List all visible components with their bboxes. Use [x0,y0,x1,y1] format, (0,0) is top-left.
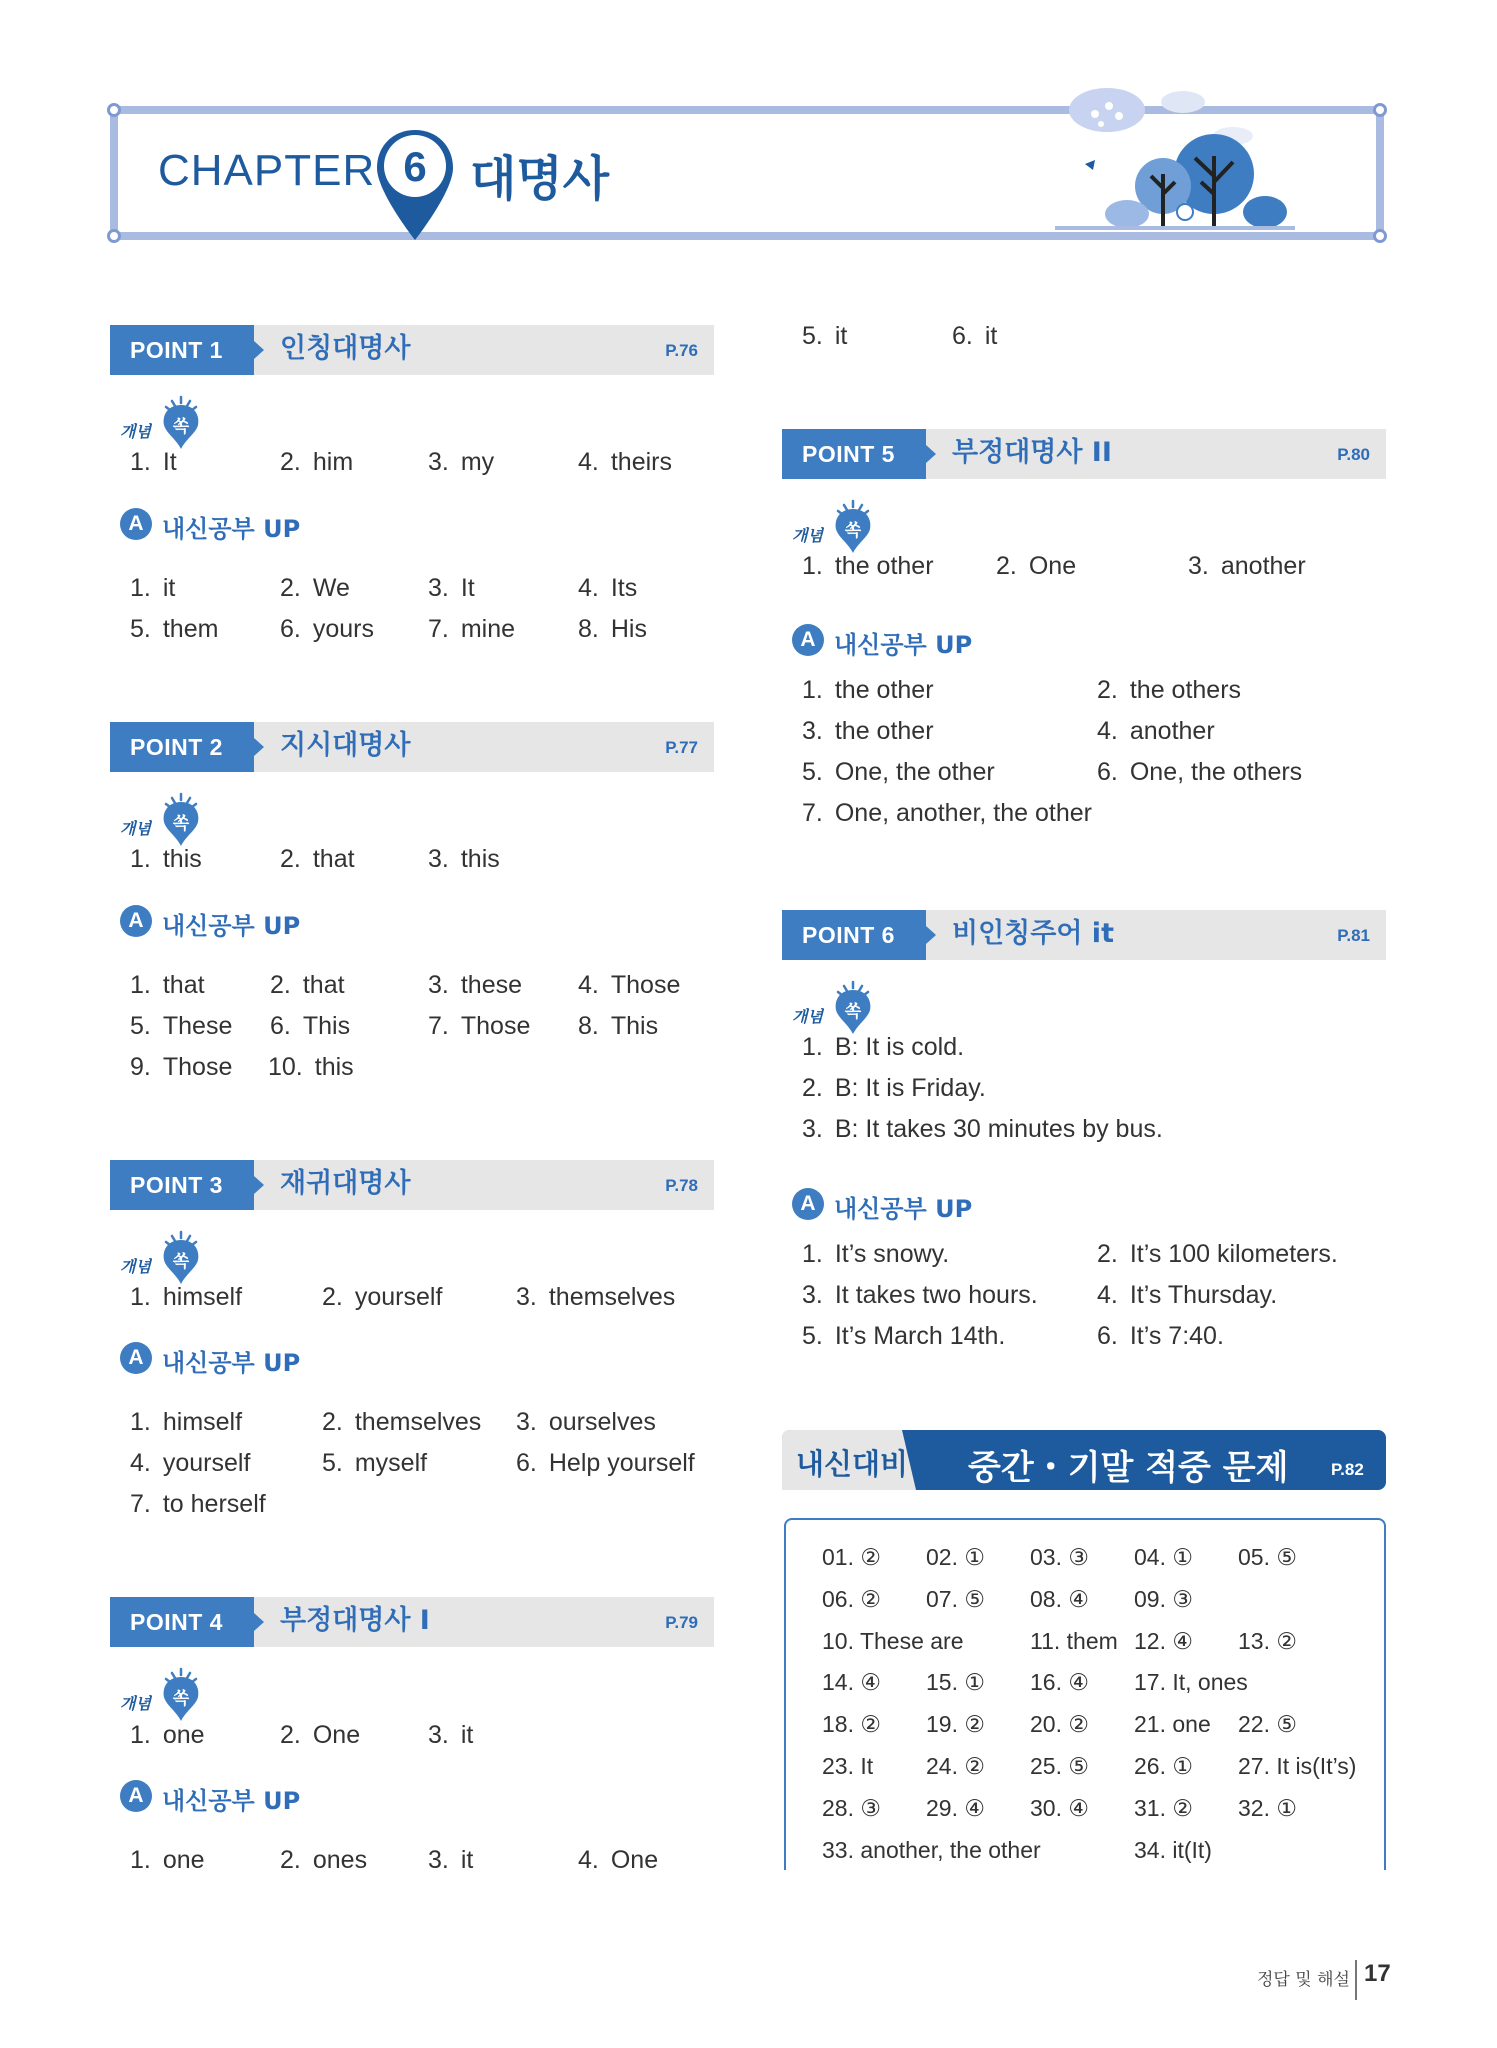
map-pin-icon [373,126,457,244]
answer-number: 2. [802,1074,823,1102]
concept-glyph: 쏙 [172,417,190,437]
concept-glyph: 쏙 [844,1002,862,1022]
naesin-letter-badge: A [120,508,152,540]
exam-answer-item: 01. ② [822,1544,881,1570]
answer-text: One, another, the other [834,799,1092,827]
answer-item [428,1846,473,1875]
answer-number: 4. [1097,717,1118,745]
answer-item [270,971,345,1000]
concept-glyph: 쏙 [172,1689,190,1709]
answer-item [130,1449,250,1478]
answer-text: mine [460,615,516,643]
exam-answer-item: 22. ⑤ [1238,1711,1297,1738]
answer-item [802,717,934,746]
answer-item [130,971,205,1000]
answer-text: the other [834,552,934,580]
exam-answer-item: 30. ④ [1030,1794,1089,1821]
answer-item [280,1846,367,1875]
exam-answer-item: 17. It, ones [1134,1669,1248,1696]
exam-title: 중간・기말 적중 문제 [968,1448,1289,1488]
answer-text: B: It takes 30 minutes by bus. [834,1115,1163,1143]
answer-text: that [302,971,345,999]
answer-number: 2. [322,1408,343,1436]
answer-text: Its [610,574,638,602]
answer-number: 7. [802,799,823,827]
banner-corner [1373,103,1387,117]
answer-item [130,615,218,644]
exam-answer-item: 02. ① [926,1544,985,1570]
answer-text: myself [354,1449,428,1477]
answer-item [268,1053,354,1082]
exam-answer-item: 06. ② [822,1585,881,1612]
answer-number: 3. [428,574,449,602]
lightbulb-icon [158,1230,204,1286]
point-header [110,1597,714,1647]
answer-text: It takes two hours. [834,1281,1038,1309]
answer-number: 1. [130,845,151,873]
chapter-label: CHAPTER [158,146,376,195]
answer-text: this [314,1053,354,1081]
answer-number: 10. [268,1053,303,1081]
answer-text: yours [312,615,374,643]
answer-item [802,758,995,787]
exam-answer-item: 07. ⑤ [926,1585,985,1612]
answer-item [578,574,637,603]
answer-number: 2. [280,1846,301,1874]
answer-item [802,1033,964,1062]
exam-answer-item: 20. ② [1030,1711,1089,1738]
point-page: P.77 [665,738,698,757]
exam-answer-item: 18. ② [822,1711,881,1738]
answer-item [280,448,353,477]
answer-number: 1. [130,1408,151,1436]
answer-item [428,1721,473,1750]
answer-number: 6. [1097,758,1118,786]
answer-text: This [610,1012,659,1040]
answer-text: it [460,1846,474,1874]
point-label: POINT 2 [110,722,254,772]
naesin-title: 내신공부 UP [162,515,301,543]
point-title: 부정대명사 II [952,437,1112,468]
answer-text: another [1129,717,1215,745]
answer-number: 7. [428,1012,449,1040]
answer-text: one [162,1721,205,1749]
naesin-letter-badge: A [120,1780,152,1812]
point-header [110,325,714,375]
answer-number: 6. [1097,1322,1118,1350]
point-page: P.80 [1337,445,1370,464]
answer-item [578,1012,658,1041]
point-title: 재귀대명사 [280,1168,411,1199]
banner-corner [107,229,121,243]
answer-number: 2. [322,1283,343,1311]
answer-item [578,615,647,644]
answer-number: 2. [280,574,301,602]
point-header [782,429,1386,479]
exam-answer-item: 32. ① [1238,1794,1297,1821]
answer-number: 1. [130,971,151,999]
page-number: 17 [1364,1960,1391,1987]
answer-text: Help yourself [548,1449,695,1477]
answer-text: it [162,574,176,602]
answer-item [516,1408,656,1437]
answer-text: it [834,322,848,350]
answer-item [578,448,672,477]
exam-answer-item: 03. ③ [1030,1544,1089,1570]
answer-item [1097,1240,1338,1269]
answer-text: another [1220,552,1306,580]
answer-item [802,1115,1163,1144]
point-title: 지시대명사 [280,730,411,761]
answer-item [802,552,934,581]
exam-answer-item: 15. ① [926,1669,985,1696]
exam-answer-item: 31. ② [1134,1794,1193,1821]
answer-number: 2. [1097,676,1118,704]
answer-item [1097,1322,1224,1351]
answer-text: himself [162,1283,243,1311]
concept-badge [792,499,882,555]
point-page: P.81 [1337,926,1370,945]
answer-number: 3. [428,1846,449,1874]
answer-item [280,615,374,644]
answer-item [952,322,997,351]
banner-corner [1373,229,1387,243]
concept-badge [792,980,882,1036]
answer-number: 7. [130,1490,151,1518]
exam-tag: 내신대비 [796,1447,909,1481]
naesin-title: 내신공부 UP [162,912,301,940]
answer-number: 1. [802,552,823,580]
answer-text: yourself [354,1283,443,1311]
point-header [110,722,714,772]
answer-item [428,574,475,603]
exam-page: P.82 [1331,1460,1364,1479]
concept-badge [120,1230,210,1286]
answer-number: 2. [1097,1240,1118,1268]
exam-answer-item: 08. ④ [1030,1585,1089,1612]
footer-label: 정답 및 해설 [1257,1970,1350,1990]
exam-answer-item: 27. It is(It’s) [1238,1753,1357,1779]
answer-item [130,1283,242,1312]
answer-text: theirs [610,448,672,476]
answer-text: my [460,448,495,476]
point-header [110,1160,714,1210]
answer-number: 4. [578,971,599,999]
answer-number: 1. [802,1240,823,1268]
answer-text: that [162,971,205,999]
lightbulb-icon [158,1667,204,1723]
lightbulb-icon [158,395,204,451]
answer-text: B: It is cold. [834,1033,965,1061]
exam-answer-item: 05. ⑤ [1238,1544,1297,1570]
trees-illustration-icon [1055,84,1315,230]
answer-number: 3. [428,448,449,476]
answer-item [428,971,522,1000]
answer-text: One [312,1721,361,1749]
exam-answer-item: 34. it(It) [1134,1836,1212,1863]
answer-number: 9. [130,1053,151,1081]
exam-answer-item: 33. another, the other [822,1836,1041,1863]
exam-answer-item: 25. ⑤ [1030,1753,1089,1779]
chapter-number: 6 [403,143,427,190]
answer-item [1188,552,1306,581]
answer-text: him [312,448,354,476]
naesin-title: 내신공부 UP [162,1787,301,1815]
point-title: 비인칭주어 it [952,918,1114,949]
exam-answer-item: 21. one [1134,1711,1211,1738]
answer-number: 5. [322,1449,343,1477]
answer-item [280,845,355,874]
answer-text: it [460,1721,474,1749]
answer-text: Those [460,1012,531,1040]
answer-text: these [460,971,523,999]
answer-item [802,1322,1005,1351]
answer-item [1097,758,1302,787]
answer-item [516,1449,695,1478]
answer-number: 1. [802,1033,823,1061]
answer-number: 4. [578,448,599,476]
exam-answer-item: 24. ② [926,1753,985,1779]
concept-prefix: 개념 [792,526,823,545]
answer-text: this [162,845,202,873]
lightbulb-icon [830,980,876,1036]
answer-number: 2. [280,845,301,873]
answer-item [802,1281,1038,1310]
answer-text: Those [610,971,681,999]
naesin-letter-badge: A [120,905,152,937]
answer-text: We [312,574,350,602]
answer-item [578,1846,658,1875]
answer-item [428,615,515,644]
answer-text: It’s 100 kilometers. [1129,1240,1338,1268]
point-title: 인칭대명사 [280,333,411,364]
answer-item [130,448,177,477]
answer-item [1097,676,1241,705]
answer-item [322,1283,442,1312]
answer-text: that [312,845,355,873]
concept-badge [120,395,210,451]
point-label: POINT 6 [782,910,926,960]
answer-text: themselves [548,1283,676,1311]
answer-number: 2. [280,448,301,476]
answer-number: 6. [516,1449,537,1477]
answer-number: 3. [428,1721,449,1749]
point-page: P.78 [665,1176,698,1195]
concept-badge [120,792,210,848]
point-label: POINT 3 [110,1160,254,1210]
answer-text: One, the others [1129,758,1303,786]
answer-item [130,1408,242,1437]
answer-text: one [162,1846,205,1874]
answer-item [130,1721,205,1750]
exam-answer-item: 29. ④ [926,1794,985,1821]
answer-text: this [460,845,500,873]
answer-text: These [162,1012,233,1040]
answer-number: 4. [578,1846,599,1874]
answer-number: 2. [996,552,1017,580]
point-label: POINT 4 [110,1597,254,1647]
answer-item [130,1053,232,1082]
point-label: POINT 1 [110,325,254,375]
answer-number: 3. [428,845,449,873]
exam-answer-box [784,1518,1386,1870]
concept-prefix: 개념 [120,1257,151,1276]
answer-item [322,1449,427,1478]
answer-number: 5. [802,1322,823,1350]
answer-text: B: It is Friday. [834,1074,986,1102]
answer-number: 3. [516,1283,537,1311]
answer-number: 1. [802,676,823,704]
answer-number: 3. [516,1408,537,1436]
answer-item [428,448,494,477]
answer-number: 5. [130,615,151,643]
answer-number: 8. [578,615,599,643]
exam-answer-item: 12. ④ [1134,1627,1193,1654]
naesin-letter-badge: A [792,624,824,656]
answer-text: It’s 7:40. [1129,1322,1224,1350]
answer-text: One, the other [834,758,995,786]
answer-item [322,1408,481,1437]
answer-number: 3. [1188,552,1209,580]
answer-number: 1. [130,574,151,602]
answer-number: 8. [578,1012,599,1040]
answer-number: 4. [1097,1281,1118,1309]
exam-answer-item: 04. ① [1134,1544,1193,1570]
exam-answer-item: 26. ① [1134,1753,1193,1779]
answer-number: 5. [802,322,823,350]
answer-text: It’s snowy. [834,1240,950,1268]
concept-prefix: 개념 [120,422,151,441]
answer-text: Those [162,1053,233,1081]
answer-item [802,799,1092,828]
answer-text: the other [834,717,934,745]
naesin-title: 내신공부 UP [834,631,973,659]
exam-answer-item: 16. ④ [1030,1669,1089,1696]
lightbulb-icon [158,792,204,848]
answer-text: the others [1129,676,1242,704]
answer-item [516,1283,675,1312]
answer-text: It’s March 14th. [834,1322,1006,1350]
concept-glyph: 쏙 [844,521,862,541]
answer-item [130,845,202,874]
answer-number: 3. [802,1115,823,1143]
concept-glyph: 쏙 [172,814,190,834]
concept-prefix: 개념 [120,1694,151,1713]
answer-item [1097,717,1215,746]
answer-number: 2. [280,1721,301,1749]
answer-item [996,552,1076,581]
point-page: P.76 [665,341,698,360]
answer-item [270,1012,350,1041]
answer-text: It [162,448,177,476]
exam-answer-item: 11. them [1030,1627,1118,1654]
answer-item [130,574,175,603]
answer-number: 1. [130,1283,151,1311]
answer-number: 6. [280,615,301,643]
answer-text: yourself [162,1449,251,1477]
point-label: POINT 5 [782,429,926,479]
chapter-title: 대명사 [470,151,610,207]
banner-corner [107,103,121,117]
point-page: P.79 [665,1613,698,1632]
naesin-letter-badge: A [792,1188,824,1220]
concept-prefix: 개념 [792,1007,823,1026]
naesin-letter-badge: A [120,1342,152,1374]
naesin-title: 내신공부 UP [834,1195,973,1223]
answer-item [802,1074,986,1103]
naesin-title: 내신공부 UP [162,1349,301,1377]
answer-number: 3. [428,971,449,999]
answer-item [130,1490,266,1519]
exam-answer-item: 13. ② [1238,1627,1297,1654]
answer-item [1097,1281,1277,1310]
answer-number: 5. [130,1012,151,1040]
footer-divider [1355,1960,1357,2000]
exam-answer-item: 23. It [822,1753,874,1779]
answer-text: His [610,615,647,643]
point-header [782,910,1386,960]
answer-item [130,1846,205,1875]
answer-text: This [302,1012,351,1040]
answer-number: 4. [578,574,599,602]
answer-number: 1. [130,1846,151,1874]
exam-answer-item: 09. ③ [1134,1585,1193,1612]
answer-text: himself [162,1408,243,1436]
concept-badge [120,1667,210,1723]
exam-answer-item: 19. ② [926,1711,985,1738]
answer-item [280,1721,360,1750]
concept-prefix: 개념 [120,819,151,838]
answer-text: them [162,615,219,643]
answer-text: One [610,1846,659,1874]
answer-number: 1. [130,1721,151,1749]
answer-item [578,971,680,1000]
exam-answer-item: 10. These are [822,1627,964,1654]
answer-item [130,1012,232,1041]
exam-answer-item: 28. ③ [822,1794,881,1821]
answer-number: 7. [428,615,449,643]
answer-text: One [1028,552,1077,580]
concept-glyph: 쏙 [172,1252,190,1272]
answer-item [802,676,934,705]
answer-item [280,574,350,603]
answer-text: ourselves [548,1408,656,1436]
answer-text: the other [834,676,934,704]
answer-number: 5. [802,758,823,786]
answer-number: 4. [130,1449,151,1477]
exam-answer-item: 14. ④ [822,1669,881,1696]
answer-text: to herself [162,1490,266,1518]
answer-item [428,1012,530,1041]
answer-text: themselves [354,1408,482,1436]
answer-text: ones [312,1846,368,1874]
answer-number: 2. [270,971,291,999]
answer-text: It [460,574,475,602]
lightbulb-icon [830,499,876,555]
point-title: 부정대명사 I [280,1605,430,1636]
answer-item [802,322,847,351]
answer-text: It’s Thursday. [1129,1281,1278,1309]
answer-item [802,1240,949,1269]
answer-item [428,845,500,874]
answer-number: 6. [952,322,973,350]
answer-number: 6. [270,1012,291,1040]
answer-number: 3. [802,1281,823,1309]
answer-text: it [984,322,998,350]
answer-number: 3. [802,717,823,745]
answer-number: 1. [130,448,151,476]
